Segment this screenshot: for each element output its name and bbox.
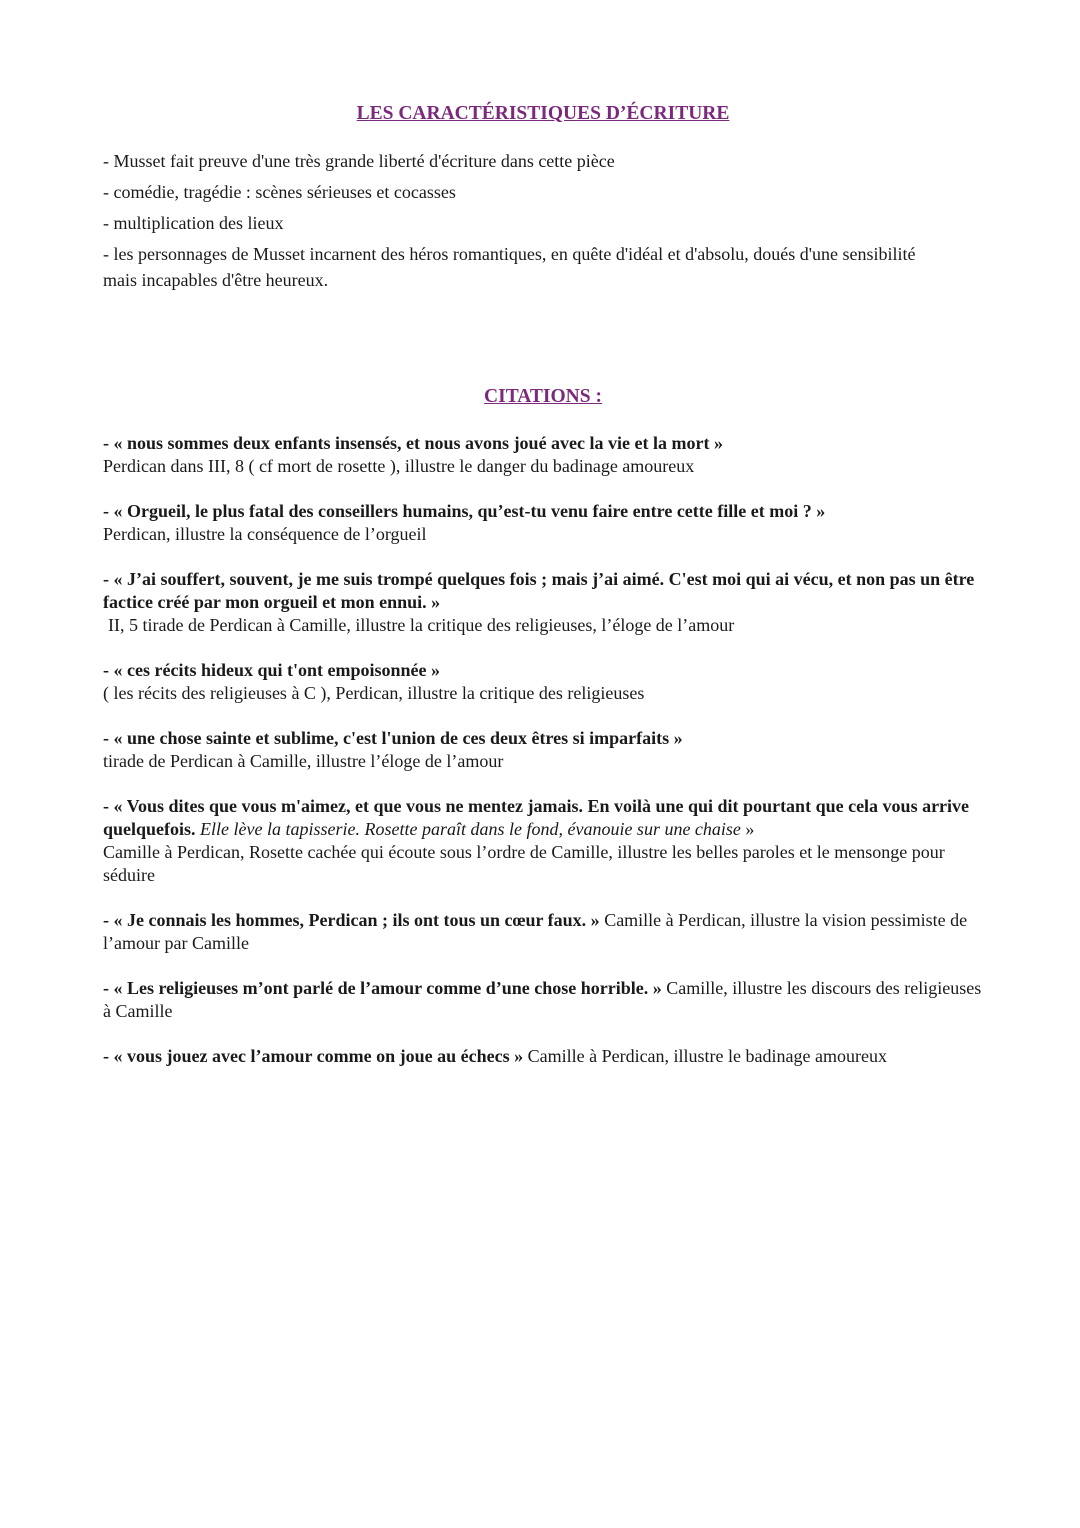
writing-features-list	[103, 148, 933, 298]
citation-quote: - « nous sommes deux enfants insensés, et nous avons joué avec la vie et la mort »	[103, 433, 723, 453]
list-item: - multiplication des lieux	[103, 213, 284, 233]
closing-quote-mark: »	[745, 819, 755, 839]
list-item: - les personnages de Musset incarnent des héros romantiques, en quête d'idéal et d'absolu, doués d'une sensibilité mais incapables d'être heureux.	[103, 244, 916, 290]
citation-comment: tirade de Perdican à Camille, illustre l’éloge de l’amour	[103, 751, 504, 771]
citation-comment: Camille, illustre les discours des religieuses à Camille	[103, 978, 982, 1021]
citation-item	[103, 659, 983, 705]
citation-quote: - « J’ai souffert, souvent, je me suis trompé quelques fois ; mais j’ai aimé. C'est moi qui ai vécu, et non pas un être factice créé par mon orgueil et mon ennui. »	[103, 569, 975, 612]
citation-quote-line	[103, 795, 983, 841]
citation-comment: II, 5 tirade de Perdican à Camille, illustre la critique des religieuses, l’éloge de l’amour	[108, 615, 735, 635]
citation-comment: Camille à Perdican, Rosette cachée qui écoute sous l’ordre de Camille, illustre les belles paroles et le mensonge pour séduire	[103, 842, 945, 885]
citation-quote-line	[103, 1045, 983, 1068]
citation-item	[103, 432, 983, 478]
citation-item	[103, 795, 983, 887]
citation-quote: - « Vous dites que vous m'aimez, et que vous ne mentez jamais. En voilà une qui dit pourtant que cela vous arrive quelquefois.	[103, 796, 970, 839]
citation-quote: - « vous jouez avec l’amour comme on joue au échecs »	[103, 1046, 524, 1066]
citation-comment: Perdican, illustre la conséquence de l’orgueil	[103, 524, 427, 544]
citation-quote: - « Orgueil, le plus fatal des conseillers humains, qu’est-tu venu faire entre cette fille et moi ? »	[103, 501, 826, 521]
citation-quote: - « ces récits hideux qui t'ont empoisonnée »	[103, 660, 440, 680]
citation-comment: ( les récits des religieuses à C ), Perdican, illustre la critique des religieuses	[103, 683, 645, 703]
writing-section-title: LES CARACTÉRISTIQUES D’ÉCRITURE	[356, 103, 730, 124]
stage-direction: Elle lève la tapisserie. Rosette paraît dans le fond, évanouie sur une chaise	[200, 819, 741, 839]
citation-quote: - « Les religieuses m’ont parlé de l’amour comme d’une chose horrible. »	[103, 978, 662, 998]
citation-item	[103, 727, 983, 773]
citation-item	[103, 909, 983, 955]
citation-quote: - « une chose sainte et sublime, c'est l'union de ces deux êtres si imparfaits »	[103, 728, 683, 748]
citation-comment: Camille à Perdican, illustre le badinage amoureux	[527, 1046, 887, 1066]
citation-quote: - « Je connais les hommes, Perdican ; ils ont tous un cœur faux. »	[103, 910, 600, 930]
citation-item	[103, 500, 983, 546]
list-item: - comédie, tragédie : scènes sérieuses et cocasses	[103, 182, 456, 202]
citation-item	[103, 568, 983, 637]
citation-item	[103, 977, 983, 1023]
citations-section-title: CITATIONS :	[484, 386, 602, 407]
citations-list	[103, 432, 983, 1090]
citation-quote-line	[103, 977, 983, 1023]
citation-comment: Camille à Perdican, illustre la vision pessimiste de l’amour par Camille	[103, 910, 968, 953]
citation-comment: Perdican dans III, 8 ( cf mort de rosette ), illustre le danger du badinage amoureux	[103, 456, 695, 476]
citation-quote-line	[103, 909, 983, 955]
list-item: - Musset fait preuve d'une très grande liberté d'écriture dans cette pièce	[103, 151, 615, 171]
citation-item	[103, 1045, 983, 1068]
